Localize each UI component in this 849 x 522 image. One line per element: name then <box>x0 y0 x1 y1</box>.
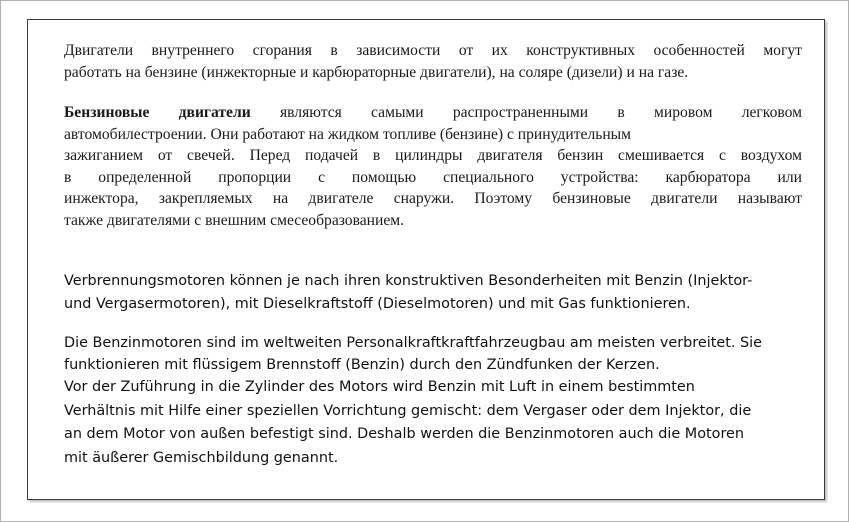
text-line: und Vergasermotoren), mit Dieselkraftstoff (Dieselmotoren) und mit Gas funktionieren. <box>64 296 691 312</box>
text-run: являются самыми распространенными в мировом легковом <box>250 104 802 121</box>
text-line: Verbrennungsmotoren können je nach ihren konstruktiven Besonderheiten mit Benzin (Injektor- <box>64 273 753 289</box>
text-line: an dem Motor von außen befestigt sind. Deshalb werden die Benzinmotoren auch die Motoren <box>64 426 745 442</box>
text-line: Verhältnis mit Hilfe einer speziellen Vorrichtung gemischt: dem Vergaser oder dem Injektor, die <box>64 402 752 419</box>
bold-term: Бензиновые двигатели <box>64 104 251 121</box>
text-line: также двигателями с внешним смесеобразованием. <box>64 211 405 229</box>
text-line: mit äußerer Gemischbildung genannt. <box>64 449 339 466</box>
text-line <box>64 102 802 124</box>
text-line: работать на бензине (инжекторные и карбюраторные двигатели), на соляре (дизели) и на газе. <box>64 63 689 81</box>
document-frame <box>27 19 825 500</box>
german-paragraph-intro <box>64 270 806 316</box>
russian-paragraph-petrol-engines <box>64 102 802 232</box>
text-line: Двигатели внутреннего сгорания в зависимости от их конструктивных особенностей могут <box>64 42 802 59</box>
text-line: funktionieren mit flüssigem Brennstoff (Benzin) durch den Zündfunken der Kerzen. <box>64 357 660 373</box>
text-line: инжектора, закрепляемых на двигателе снаружи. Поэтому бензиновые двигатели называют <box>64 190 802 208</box>
text-line: в определенной пропорции с помощью специального устройства: карбюратора или <box>64 168 802 186</box>
german-paragraph-petrol-engines <box>64 332 806 376</box>
russian-paragraph-intro <box>64 40 802 83</box>
text-line: Die Benzinmotoren sind im weltweiten Personalkraftkraftfahrzeugbau am meisten verbreitet. Sie <box>64 335 763 351</box>
text-line: автомобилестроении. Они работают на жидком топливе (бензине) с принудительным <box>64 125 632 143</box>
german-paragraph-mixture <box>64 376 806 470</box>
text-line: зажиганием от свечей. Перед подачей в цилиндры двигателя бензин смешивается с воздухом <box>64 147 802 165</box>
text-line: Vor der Zuführung in die Zylinder des Motors wird Benzin mit Luft in einem bestimmten <box>64 379 695 395</box>
